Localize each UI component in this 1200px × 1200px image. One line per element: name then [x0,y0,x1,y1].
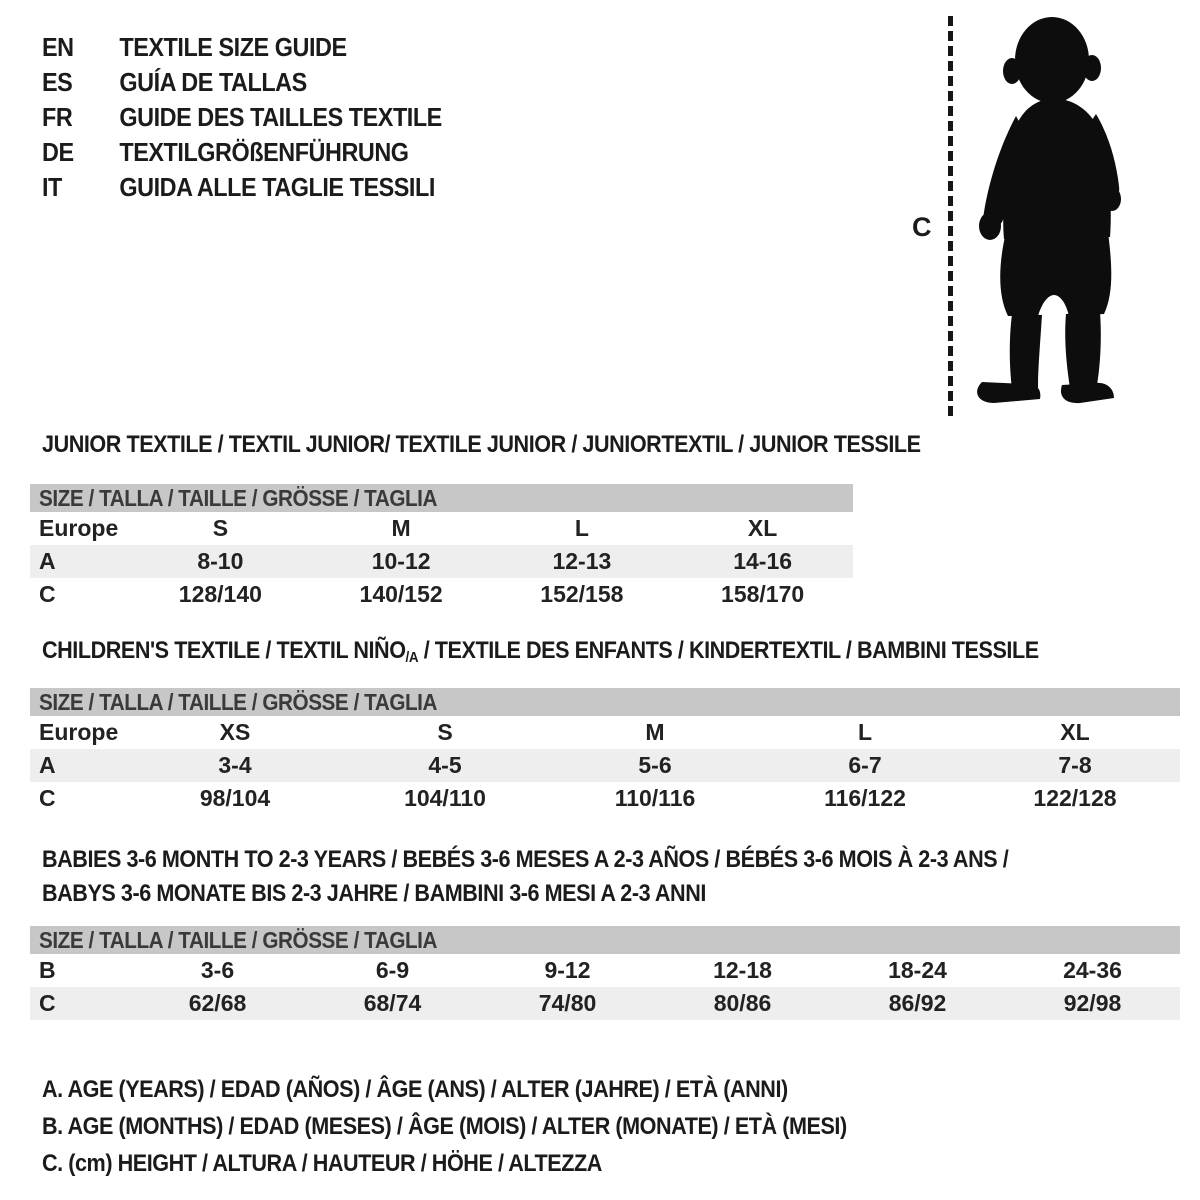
children-size-table [30,688,1180,815]
toddler-silhouette-icon [966,14,1134,416]
language-title-block [42,30,486,205]
lang-code: DE [42,137,74,167]
table-row [30,578,853,611]
measurement-legend [42,1071,936,1182]
row-label: Europe [39,719,119,745]
lang-title: GUIDE DES TAILLES TEXTILE [119,102,442,132]
size-cell: XS [219,719,251,745]
children-section-heading: CHILDREN'S TEXTILE / TEXTIL NIÑO/A / TEXTILE DES ENFANTS / KINDERTEXTIL / BAMBINI TESSILE [42,637,1039,666]
row-label: B [39,957,56,983]
size-cell: 6-7 [848,752,882,778]
size-cell: 110/116 [614,785,696,811]
size-cell: 5-6 [638,752,672,778]
size-cell: 80/86 [713,990,772,1016]
size-cell: 18-24 [888,957,947,983]
table-row [30,512,853,545]
size-cell: 24-36 [1063,957,1122,983]
size-cell: 7-8 [1058,752,1092,778]
table-row [30,545,853,578]
junior-section-heading: JUNIOR TEXTILE / TEXTIL JUNIOR/ TEXTILE JUNIOR / JUNIORTEXTIL / JUNIOR TESSILE [42,431,921,458]
table-row [30,954,1180,987]
size-cell: 14-16 [733,548,793,574]
size-cell: 128/140 [178,581,262,607]
lang-title: GUÍA DE TALLAS [119,67,307,97]
size-cell: 98/104 [199,785,271,811]
lang-code: ES [42,67,73,97]
row-label: C [39,990,56,1016]
size-header-label: SIZE / TALLA / TAILLE / GRÖSSE / TAGLIA [39,484,437,511]
size-cell: 122/128 [1033,785,1117,811]
lang-title: GUIDA ALLE TAGLIE TESSILI [119,172,435,202]
legend-line-c: C. (cm) HEIGHT / ALTURA / HAUTEUR / HÖHE / ALTEZZA [42,1150,602,1177]
size-cell: 158/170 [721,581,805,607]
lang-row-en [42,30,486,65]
size-header-band [30,688,1180,716]
legend-line-b: B. AGE (MONTHS) / EDAD (MESES) / ÂGE (MOIS) / ALTER (MONATE) / ETÀ (MESI) [42,1113,847,1140]
babies-section-heading-line2: BABYS 3-6 MONATE BIS 2-3 JAHRE / BAMBINI 3-6 MESI A 2-3 ANNI [42,880,706,907]
size-cell: 4-5 [428,752,462,778]
row-label: A [39,548,56,574]
size-cell: L [574,515,589,541]
size-cell: S [437,719,453,745]
size-cell: 116/122 [824,785,906,811]
size-cell: 68/74 [363,990,422,1016]
row-label: Europe [39,515,119,541]
babies-section-heading-line1: BABIES 3-6 MONTH TO 2-3 YEARS / BEBÉS 3-6 MESES A 2-3 AÑOS / BÉBÉS 3-6 MOIS À 2-3 ANS / [42,846,1009,873]
row-label: C [39,785,56,811]
table-row [30,987,1180,1020]
lang-row-fr [42,100,486,135]
row-label: A [39,752,56,778]
size-cell: 152/158 [540,581,624,607]
height-measure-label: C [912,212,932,242]
lang-code: EN [42,32,74,62]
size-cell: 12-13 [552,548,612,574]
size-cell: M [391,515,411,541]
size-cell: 104/110 [404,785,486,811]
size-cell: S [212,515,229,541]
size-cell: 92/98 [1063,990,1122,1016]
size-header-band [30,926,1180,954]
size-cell: 74/80 [538,990,597,1016]
height-dashed-line [948,16,953,416]
lang-title: TEXTILE SIZE GUIDE [119,32,347,62]
junior-size-table [30,484,853,611]
size-cell: L [857,719,873,745]
size-header-label: SIZE / TALLA / TAILLE / GRÖSSE / TAGLIA [39,926,437,953]
lang-title: TEXTILGRÖßENFÜHRUNG [119,137,409,167]
table-row [30,782,1180,815]
legend-line-a: A. AGE (YEARS) / EDAD (AÑOS) / ÂGE (ANS) / ALTER (JAHRE) / ETÀ (ANNI) [42,1076,788,1103]
table-row [30,716,1180,749]
size-cell: 3-4 [218,752,252,778]
size-cell: 86/92 [888,990,947,1016]
size-cell: 10-12 [371,548,431,574]
size-cell: 6-9 [375,957,410,983]
size-cell: 9-12 [544,957,591,983]
size-cell: XL [747,515,778,541]
lang-row-de [42,135,486,170]
lang-code: FR [42,102,73,132]
size-cell: XL [1060,719,1090,745]
nino-a-subscript: /A [405,649,419,666]
lang-row-es [42,65,486,100]
size-cell: 8-10 [197,548,244,574]
size-cell: 3-6 [200,957,235,983]
lang-code: IT [42,172,62,202]
table-row [30,749,1180,782]
lang-row-it [42,170,486,205]
size-header-label: SIZE / TALLA / TAILLE / GRÖSSE / TAGLIA [39,688,437,715]
size-cell: 140/152 [359,581,443,607]
babies-size-table [30,926,1180,1020]
size-cell: 12-18 [713,957,772,983]
row-label: C [39,581,56,607]
size-header-band [30,484,853,512]
size-cell: M [645,719,665,745]
size-cell: 62/68 [188,990,247,1016]
